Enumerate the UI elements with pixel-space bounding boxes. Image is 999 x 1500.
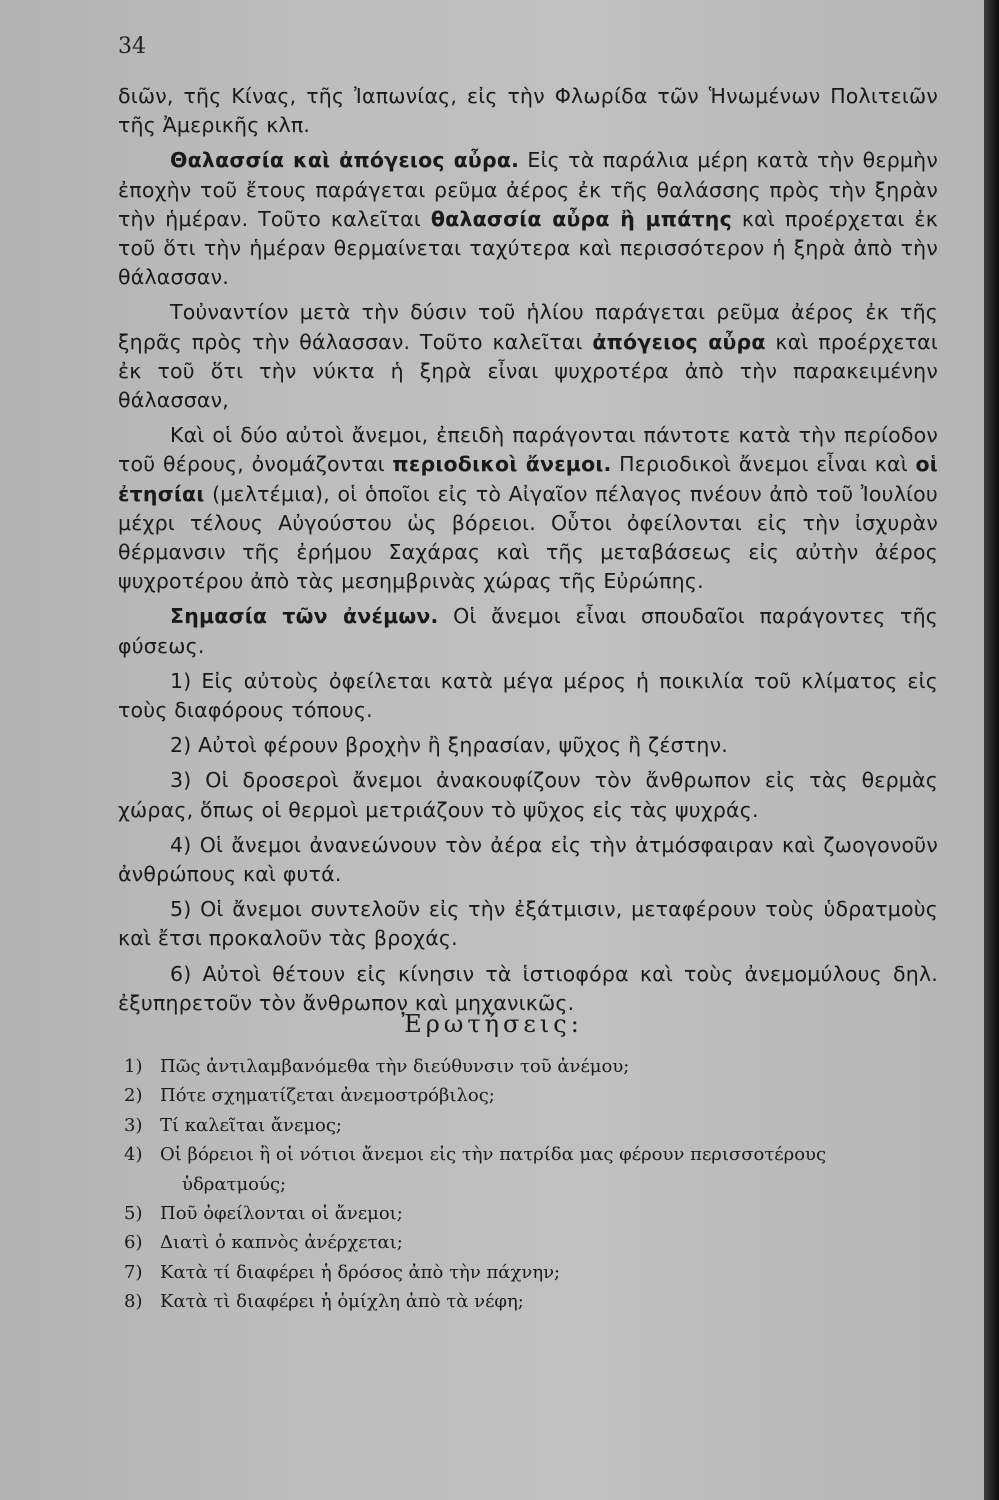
- question-item: [124, 1111, 944, 1140]
- body-text: [118, 82, 938, 1024]
- paragraph: [118, 831, 938, 889]
- question-text: Πῶς ἀντιλαμβανόμεθα τὴν διεύθυνσιν τοῦ ἀνέμου;: [160, 1056, 630, 1077]
- book-spine-shadow: [984, 0, 999, 1500]
- paragraph: [118, 421, 938, 596]
- question-text: Κατὰ τί διαφέρει ἡ δρόσος ἀπὸ τὴν πάχνην;: [160, 1261, 561, 1283]
- bold-term: ἀπόγειος αὖρα: [592, 329, 766, 354]
- question-number: 2): [124, 1085, 143, 1107]
- bold-term: Σημασία τῶν ἀνέμων.: [170, 604, 439, 629]
- text-run: Εἰς τὰ παράλια μέρη κατὰ τὴν θερμὴν ἐποχὴν τοῦ ἔτους παράγεται ρεῦμα ἀέρος ἐκ τῆς θαλάσσης πρὸς τὴν ξηρὰν τὴν ἡμέραν. Τοῦτο καλεῖται: [118, 148, 938, 231]
- paragraph: [118, 895, 938, 953]
- question-text: Κατὰ τὶ διαφέρει ἡ ὁμίχλη ἀπὸ τὰ νέφη;: [160, 1291, 524, 1313]
- text-run: καὶ προέρχεται ἐκ τοῦ ὅτι τὴν νύκτα ἡ ξηρὰ εἶναι ψυχροτέρα ἀπὸ τὴν παρακειμένην θάλασσαν,: [118, 329, 938, 413]
- question-item: [124, 1052, 944, 1081]
- text-run: Τοὐναντίον μετὰ τὴν δύσιν τοῦ ἡλίου παράγεται ρεῦμα ἀέρος ἐκ τῆς ξηρᾶς πρὸς τὴν θάλασσαν. Τοῦτο καλεῖται: [118, 300, 938, 354]
- text-run: 5) Οἱ ἄνεμοι συντελοῦν εἰς τὴν ἐξάτμισιν, μεταφέρουν τοὺς ὑδρατμοὺς καὶ ἔτσι προκαλοῦν τὰς βροχάς.: [118, 897, 938, 951]
- question-number: 5): [124, 1203, 143, 1225]
- text-run: διῶν, τῆς Κίνας, τῆς Ἰαπωνίας, εἰς τὴν Φλωρίδα τῶν Ἡνωμένων Πολιτειῶν τῆς Ἀμερικῆς κλπ.: [118, 84, 938, 138]
- bold-term: περιοδικοὶ ἄνεμοι.: [392, 452, 612, 477]
- question-number: 6): [124, 1232, 143, 1254]
- question-item: [124, 1287, 944, 1316]
- text-run: 3) Οἱ δροσεροὶ ἄνεμοι ἀνακουφίζουν τὸν ἄνθρωπον εἰς τὰς θερμὰς χώρας, ὅπως οἱ θερμοὶ μετριάζουν τὸ ψῦχος εἰς τὰς ψυχράς.: [118, 768, 938, 822]
- text-run: 1) Εἰς αὐτοὺς ὀφείλεται κατὰ μέγα μέρος ἡ ποικιλία τοῦ κλίματος εἰς τοὺς διαφόρους τόπους.: [118, 668, 938, 723]
- paragraph: [118, 766, 938, 824]
- question-number: 1): [124, 1056, 143, 1077]
- question-item: [124, 1081, 944, 1110]
- question-number: 4): [124, 1144, 143, 1166]
- text-run: καὶ προέρχεται ἐκ τοῦ ὅτι τὴν ἡμέραν θερμαίνεται ταχύτερα καὶ περισσότερον ἡ ξηρὰ ἀπὸ τὴν θάλασσαν.: [118, 206, 938, 290]
- text-run: Οἱ ἄνεμοι εἶναι σπουδαῖοι παράγοντες τῆς φύσεως.: [118, 604, 938, 658]
- bold-term: Θαλασσία καὶ ἀπόγειος αὖρα.: [170, 148, 520, 173]
- text-run: 4) Οἱ ἄνεμοι ἀνανεώνουν τὸν ἀέρα εἰς τὴν ἀτμόσφαιραν καὶ ζωογονοῦν ἀνθρώπους καὶ φυτά.: [118, 832, 938, 887]
- paragraph: [118, 667, 938, 725]
- paragraph: [118, 146, 938, 292]
- question-text: Διατὶ ὁ καπνὸς ἀνέρχεται;: [160, 1232, 403, 1254]
- questions-heading: Ἐρωτήσεις:: [401, 1010, 583, 1038]
- text-run: (μελτέμια), οἱ ὁποῖοι εἰς τὸ Αἰγαῖον πέλαγος πνέουν ἀπὸ τοῦ Ἰουλίου μέχρι τέλους Αὐγούστου ὡς βόρειοι. Οὗτοι ὀφείλονται εἰς τὴν ἰσχυρὰν θέρμανσιν τῆς ἐρήμου Σαχάρας καὶ τῆς μεταβάσεως εἰς αὐτὴν ἀέρος ψυχροτέρου ἀπὸ τὰς μεσημβρινὰς χώρας τῆς Εὐρώπης.: [118, 481, 938, 594]
- paragraph: [118, 298, 938, 415]
- question-number: 8): [124, 1291, 143, 1313]
- paragraph: [118, 82, 938, 140]
- question-item: [124, 1228, 944, 1257]
- page-number: 34: [118, 34, 146, 59]
- paragraph: [118, 731, 938, 760]
- questions-list: [124, 1052, 944, 1317]
- question-text: Ποῦ ὀφείλονται οἱ ἄνεμοι;: [160, 1203, 403, 1225]
- question-text: Πότε σχηματίζεται ἀνεμοστρόβιλος;: [160, 1085, 495, 1107]
- paragraph: [118, 602, 938, 660]
- question-item: [124, 1258, 944, 1287]
- bold-term: θαλασσία αὖρα ἢ μπάτης: [430, 206, 732, 231]
- text-run: 6) Αὐτοὶ θέτουν εἰς κίνησιν τὰ ἱστιοφόρα καὶ τοὺς ἀνεμομύλους δηλ. ἐξυπηρετοῦν τὸν ἄνθρωπον καὶ μηχανικῶς.: [118, 961, 938, 1015]
- question-text-continuation: ὑδρατμούς;: [182, 1173, 287, 1195]
- text-run: 2) Αὐτοὶ φέρουν βροχὴν ἢ ξηρασίαν, ψῦχος ἢ ζέστην.: [170, 733, 728, 758]
- text-run: Περιοδικοὶ ἄνεμοι εἶναι καὶ: [611, 452, 916, 477]
- text-run: Καὶ οἱ δύο αὐτοὶ ἄνεμοι, ἐπειδὴ παράγονται πάντοτε κατὰ τὴν περίοδον τοῦ θέρους, ὀνομάζονται: [118, 423, 938, 477]
- question-text: Τί καλεῖται ἄνεμος;: [160, 1114, 342, 1136]
- question-item: [124, 1140, 944, 1199]
- bold-term: οἱ ἐτησίαι: [118, 452, 938, 506]
- question-item: [124, 1199, 944, 1228]
- question-number: 3): [124, 1114, 143, 1136]
- question-text: Οἱ βόρειοι ἢ οἱ νότιοι ἄνεμοι εἰς τὴν πατρίδα μας φέρουν περισσοτέρους: [160, 1144, 827, 1166]
- question-number: 7): [124, 1261, 143, 1283]
